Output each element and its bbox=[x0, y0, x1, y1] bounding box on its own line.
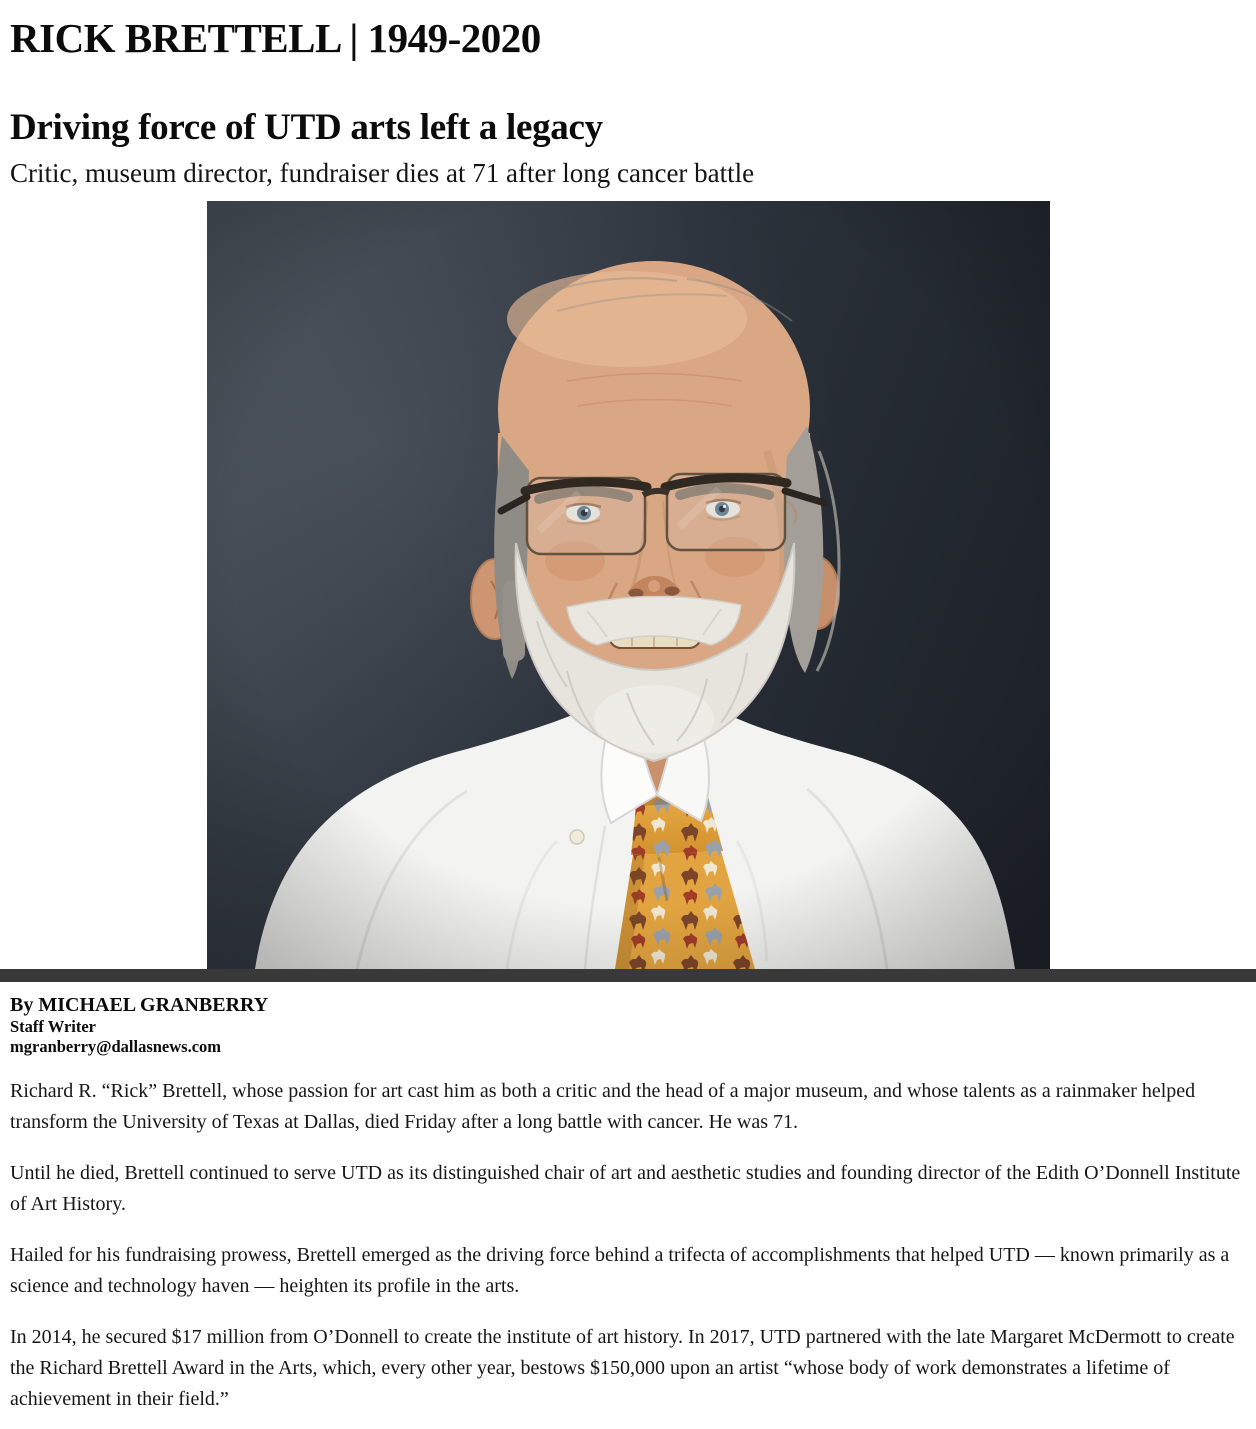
deck-subheadline: Critic, museum director, fundraiser dies at 71 after long cancer battle bbox=[10, 157, 755, 188]
portrait-illustration bbox=[207, 201, 1050, 969]
header-block bbox=[0, 0, 1256, 189]
section-divider-bar bbox=[0, 969, 1256, 982]
article-body bbox=[0, 1056, 1256, 1429]
byline-email: mgranberry@dallasnews.com bbox=[10, 1036, 222, 1056]
portrait-photo bbox=[207, 201, 1050, 969]
article-paragraph: Until he died, Brettell continued to serve UTD as its distinguished chair of art and aesthetic studies and founding director of the Edith O’Donnell Institute of Art History. bbox=[10, 1161, 1241, 1215]
obituary-kicker: RICK BRETTELL | 1949-2020 bbox=[10, 15, 541, 61]
article-paragraph: Richard R. “Rick” Brettell, whose passion for art cast him as both a critic and the head of a major museum, and whose talents as a rainmaker helped transform the University of Texas at Dallas, died Friday after a long battle with cancer. He was 71. bbox=[10, 1079, 1196, 1133]
byline-role: Staff Writer bbox=[10, 1017, 96, 1037]
photo-vignette bbox=[207, 201, 1050, 969]
page-title: Driving force of UTD arts left a legacy bbox=[10, 106, 603, 148]
article-paragraph: Hailed for his fundraising prowess, Brettell emerged as the driving force behind a trifecta of accomplishments that helped UTD — known primarily as a science and technology haven — heighten its profile in the arts. bbox=[10, 1243, 1230, 1297]
article-paragraph: In 2014, he secured $17 million from O’Donnell to create the institute of art history. In 2017, UTD partnered with the late Margaret McDermott to create the Richard Brettell Award in the Arts, which, every other year, bestows $150,000 upon an artist “whose body of work demonstrates a lifetime of achievement in their field.” bbox=[10, 1325, 1235, 1410]
byline-author: By MICHAEL GRANBERRY bbox=[10, 994, 269, 1017]
byline-block bbox=[0, 982, 1256, 1055]
